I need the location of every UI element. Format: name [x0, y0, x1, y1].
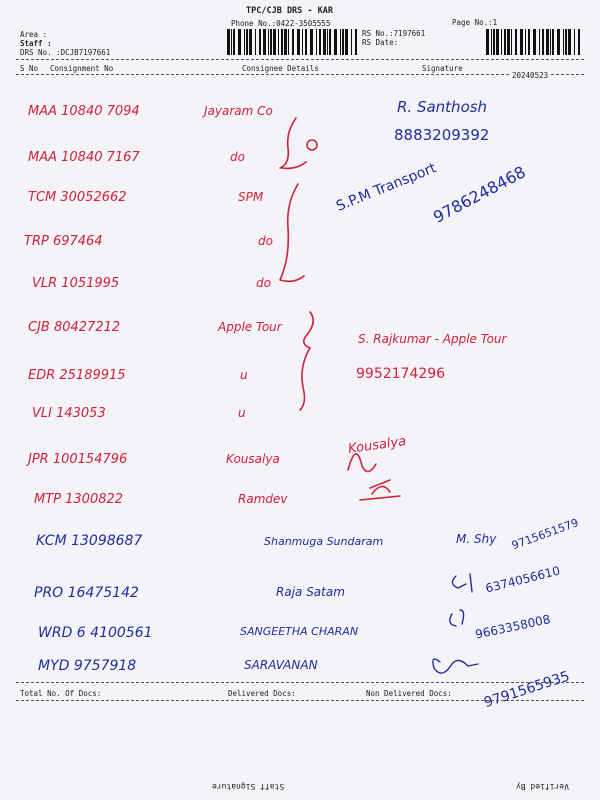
- sig4-text: Kousalya: [347, 434, 408, 457]
- sig6-phone: 9715651579: [510, 516, 581, 553]
- drs-number: DRS No. :DCJB7197661: [20, 48, 111, 57]
- row-3-consignee: SPM: [238, 190, 264, 204]
- row-4-consignee: do: [258, 234, 273, 248]
- row-6-consignment: CJB 80427212: [28, 320, 121, 335]
- row-2-consignment: MAA 10840 7167: [28, 150, 140, 165]
- sig1-name: R. Santhosh: [397, 98, 488, 116]
- sig-circle-1: [307, 140, 317, 150]
- brace-stroke-4: [360, 480, 400, 500]
- sig2-phone: 9786248468: [430, 162, 529, 227]
- row-10-consignment: MTP 1300822: [34, 492, 124, 507]
- verified-by-label: Verified By: [516, 782, 569, 791]
- row-5-consignee: do: [256, 276, 271, 290]
- row-7-consignee: u: [240, 368, 248, 382]
- row-14-consignee: SARAVANAN: [244, 658, 318, 672]
- row-8-consignment: VLI 143053: [32, 406, 106, 421]
- col-sno: S No: [20, 64, 39, 73]
- total-docs: Total No. Of Docs:: [20, 689, 102, 698]
- row-10-consignee: Ramdev: [238, 492, 288, 506]
- non-delivered-docs: Non Delivered Docs:: [366, 689, 452, 698]
- sig1-phone: 8883209392: [394, 126, 490, 144]
- row-14-consignment: MYD 9757918: [38, 658, 137, 674]
- phone-number: Phone No.:0422-3505555: [231, 19, 331, 28]
- delivered-docs: Delivered Docs:: [228, 689, 296, 698]
- sig3-text: S. Rajkumar - Apple Tour: [358, 332, 507, 346]
- footer-rule-top: [16, 682, 584, 683]
- brace-stroke-1: [280, 118, 306, 168]
- staff-signature-label: Staff Signature: [212, 782, 285, 791]
- col-consignee: Consignee Details: [242, 64, 319, 73]
- sig-scribble-7: [452, 574, 472, 592]
- col-signature: Signature: [422, 64, 463, 73]
- row-4-consignment: TRP 697464: [24, 234, 103, 249]
- sig-scribble-8: [450, 610, 464, 626]
- row-3-consignment: TCM 30052662: [28, 190, 127, 205]
- sig2-text: S.P.M Transport: [334, 160, 439, 215]
- row-1-consignee: Jayaram Co: [204, 104, 273, 118]
- row-5-consignment: VLR 1051995: [32, 276, 120, 291]
- page-number: Page No.:1: [452, 18, 498, 27]
- row-6-consignee: Apple Tour: [218, 320, 282, 334]
- staff-label: Staff :: [20, 39, 52, 48]
- sig6-text: M. Shy: [456, 532, 497, 546]
- sig9-phone: 9791565935: [482, 668, 572, 712]
- area-label: Area :: [20, 30, 48, 39]
- row-12-consignee: Raja Satam: [276, 585, 345, 599]
- row-9-consignee: Kousalya: [226, 452, 280, 466]
- sig7-phone: 6374056610: [484, 563, 562, 596]
- row-2-consignee: do: [230, 150, 245, 164]
- sig-scribble-9: [433, 659, 478, 673]
- row-13-consignment: WRD 6 4100561: [38, 625, 153, 641]
- brace-stroke-2: [280, 184, 304, 281]
- row-13-consignee: SANGEETHA CHARAN: [240, 625, 359, 638]
- sheet-date: 20240523: [512, 71, 549, 80]
- row-12-consignment: PRO 16475142: [34, 585, 139, 601]
- rs-number: RS No.:7197661: [362, 29, 426, 38]
- row-9-consignment: JPR 100154796: [28, 452, 128, 467]
- sig3-phone: 9952174296: [356, 366, 446, 382]
- row-11-consignee: Shanmuga Sundaram: [264, 535, 384, 548]
- footer-rule-bottom: [16, 700, 584, 701]
- row-1-consignment: MAA 10840 7094: [28, 104, 140, 119]
- brace-stroke-3: [300, 312, 313, 410]
- sig8-phone: 9663358008: [474, 612, 552, 642]
- row-11-consignment: KCM 13098687: [36, 533, 143, 549]
- row-7-consignment: EDR 25189915: [28, 368, 126, 383]
- sheet-title: TPC/CJB DRS - KAR: [246, 6, 333, 16]
- col-consignment: Consignment No: [50, 64, 114, 73]
- rs-date: RS Date:: [362, 38, 399, 47]
- row-8-consignee: u: [238, 406, 246, 420]
